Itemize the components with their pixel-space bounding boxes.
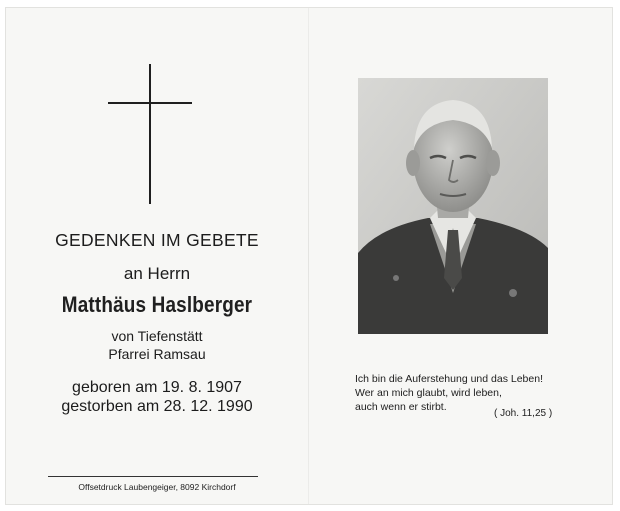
death-date: gestorben am 28. 12. 1990 bbox=[61, 398, 253, 415]
birth-date: geboren am 19. 8. 1907 bbox=[72, 379, 242, 396]
deceased-name: Matthäus Haslberger bbox=[61, 292, 253, 317]
portrait-photo bbox=[358, 78, 548, 334]
cross-icon bbox=[149, 64, 151, 204]
memorial-heading: GEDENKEN IM GEBETE bbox=[55, 230, 259, 250]
origin-line: von Tiefenstätt bbox=[111, 328, 203, 344]
verse-line: Ich bin die Auferstehung und das Leben! bbox=[355, 373, 543, 385]
verse-reference: ( Joh. 11,25 ) bbox=[494, 408, 553, 419]
parish-line: Pfarrei Ramsau bbox=[108, 346, 206, 362]
verse-line: auch wenn er stirbt. bbox=[355, 401, 447, 413]
memorial-card bbox=[6, 8, 612, 504]
salutation: an Herrn bbox=[123, 264, 191, 283]
verse-line: Wer an mich glaubt, wird leben, bbox=[355, 387, 502, 399]
printer-credit: Offsetdruck Laubengeiger, 8092 Kirchdorf bbox=[78, 482, 236, 492]
printer-divider bbox=[48, 476, 258, 477]
portrait-image bbox=[358, 78, 548, 334]
cross-icon-bar bbox=[108, 102, 192, 104]
